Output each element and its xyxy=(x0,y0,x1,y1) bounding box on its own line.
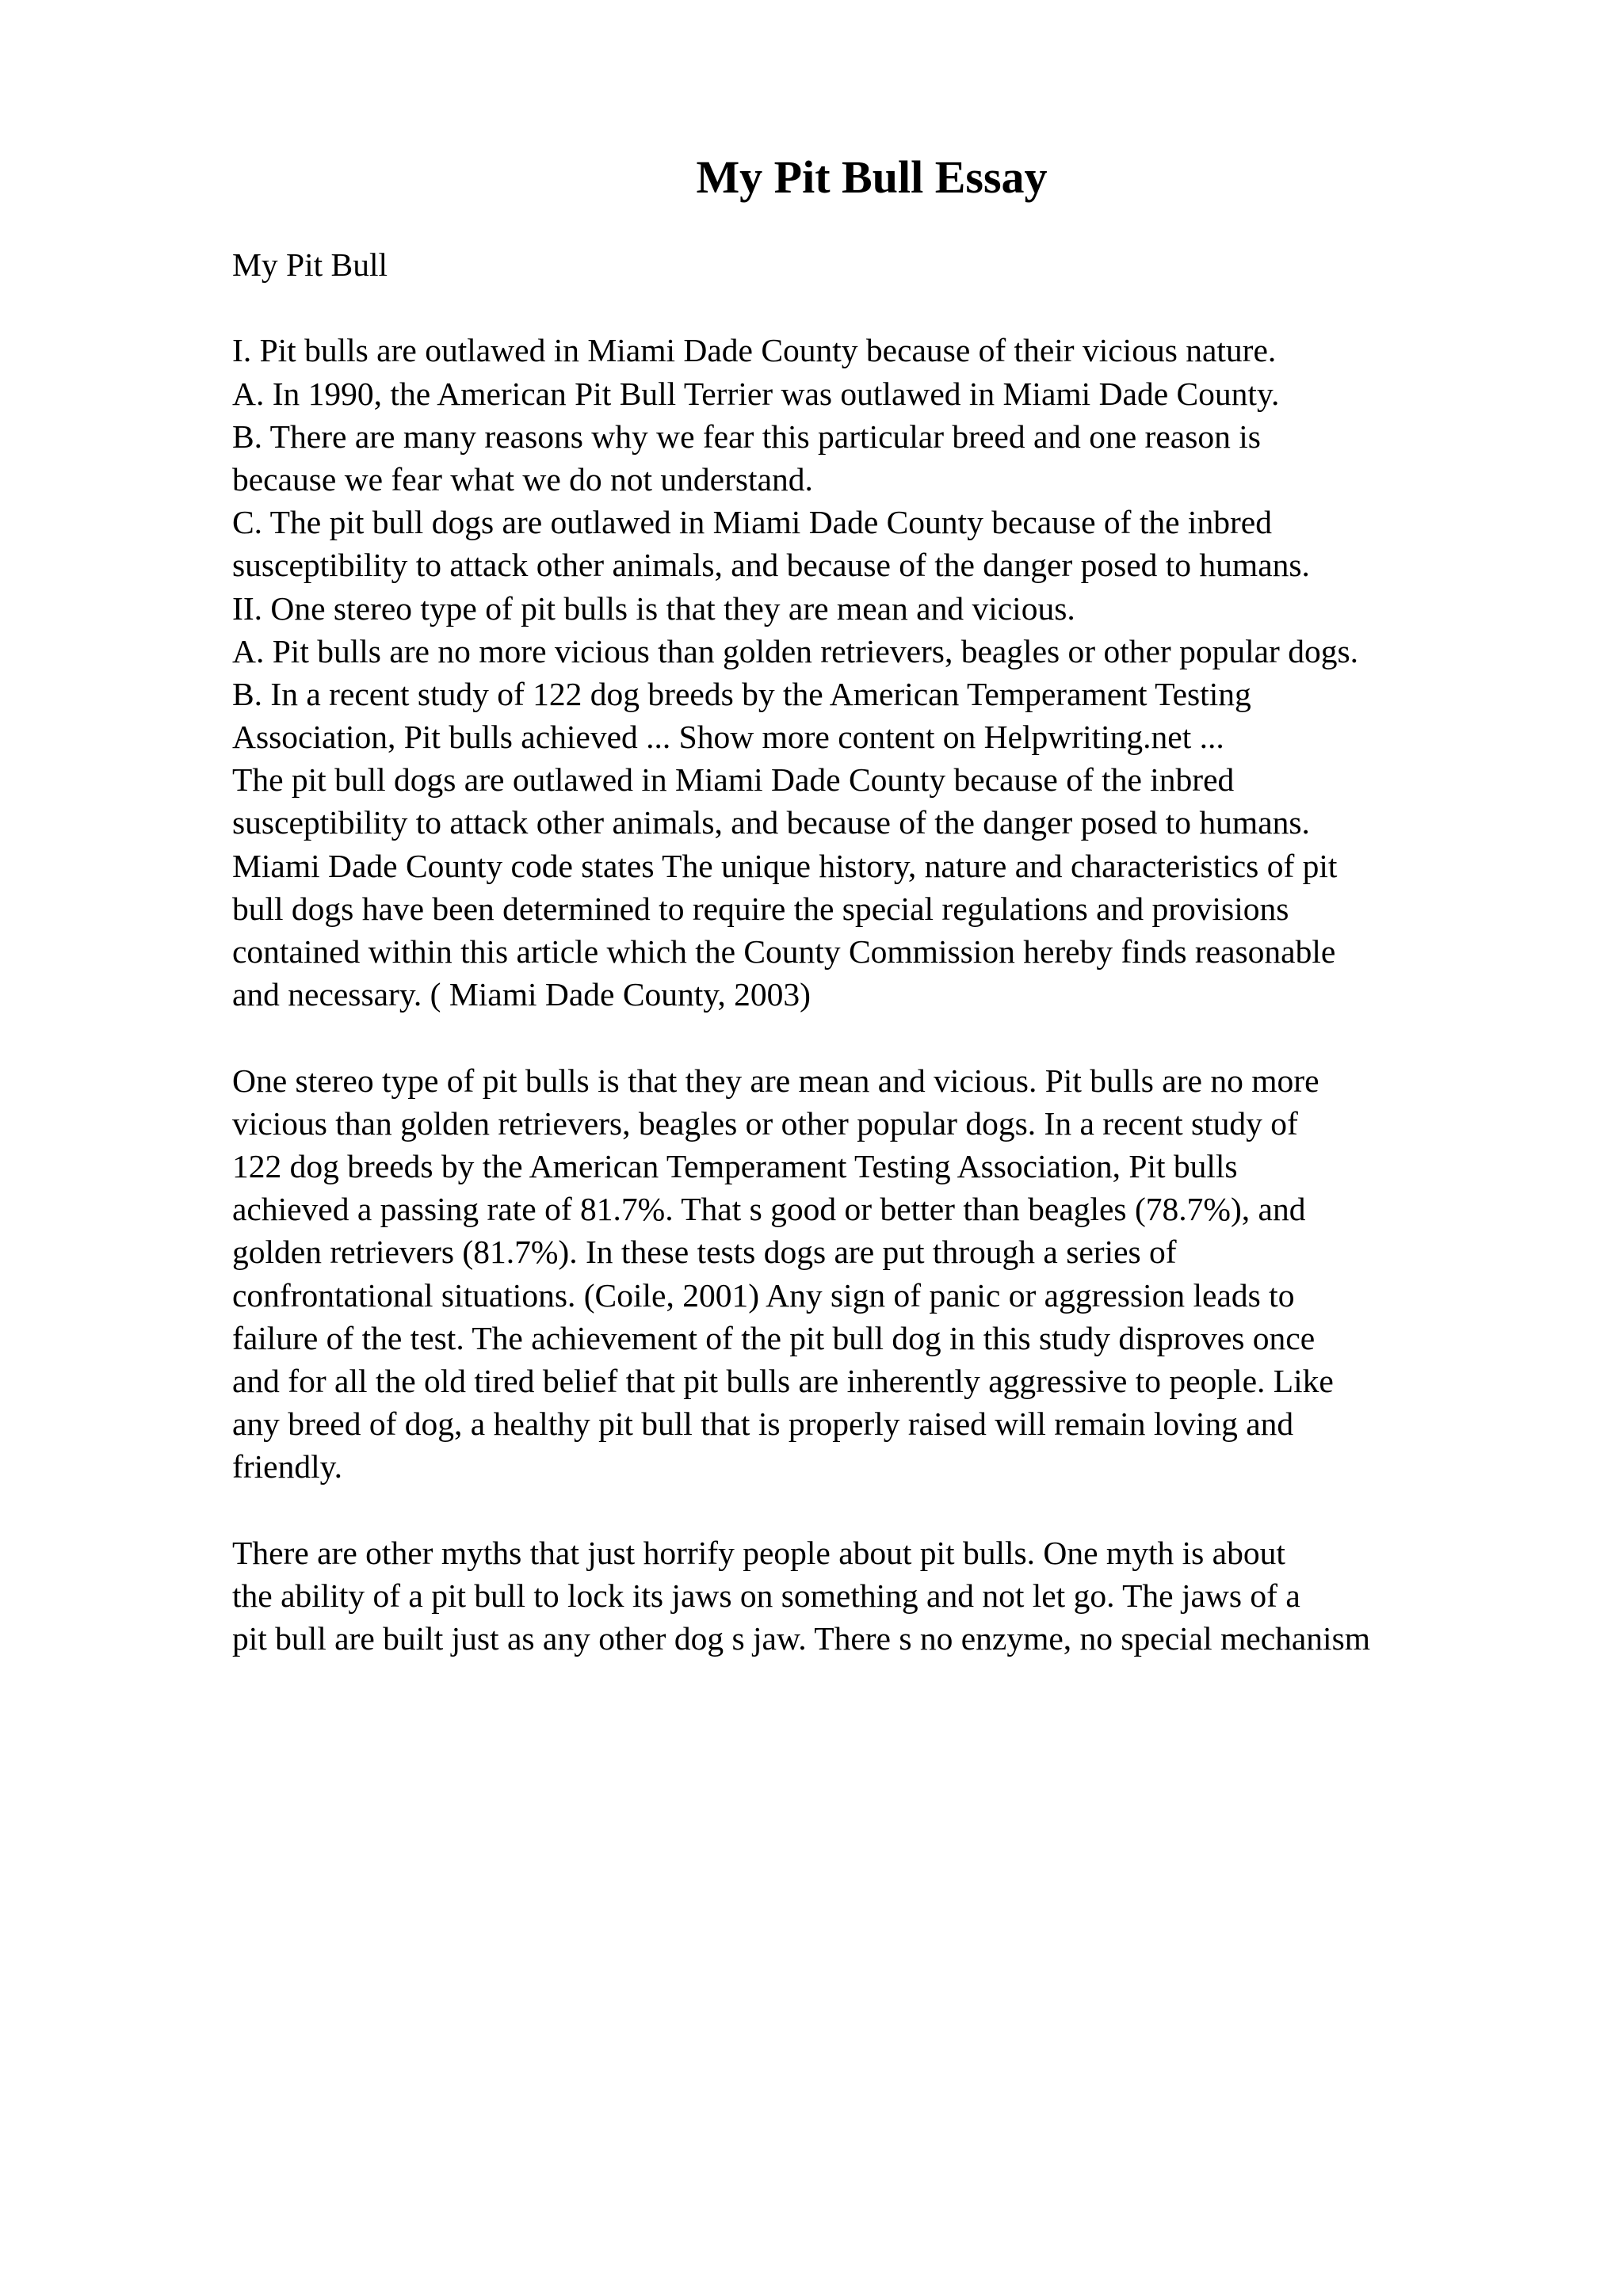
text-line: because we fear what we do not understand. xyxy=(232,460,813,498)
text-line: susceptibility to attack other animals, and because of the danger posed to humans. xyxy=(232,547,1310,584)
text-line: friendly. xyxy=(232,1448,343,1486)
text-line: bull dogs have been determined to require the special regulations and provisions xyxy=(232,890,1289,927)
text-line: and for all the old tired belief that pit bulls are inherently aggressive to people. Like xyxy=(232,1362,1334,1399)
paragraph-3 xyxy=(232,1531,1619,1661)
text-line: susceptibility to attack other animals, and because of the danger posed to humans. xyxy=(232,804,1310,841)
text-line: I. Pit bulls are outlawed in Miami Dade County because of their vicious nature. xyxy=(232,332,1277,369)
outline-block xyxy=(232,329,1619,1016)
paragraph-gap xyxy=(232,1016,1619,1058)
paragraph-gap xyxy=(232,286,1619,329)
text-line: B. There are many reasons why we fear this particular breed and one reason is xyxy=(232,418,1261,455)
text-line: A. In 1990, the American Pit Bull Terrier was outlawed in Miami Dade County. xyxy=(232,375,1280,412)
text-line: 122 dog breeds by the American Temperament Testing Association, Pit bulls xyxy=(232,1147,1238,1184)
text-line: pit bull are built just as any other dog s jaw. There s no enzyme, no special mechanism xyxy=(232,1620,1371,1657)
text-line: One stereo type of pit bulls is that they are mean and vicious. Pit bulls are no more xyxy=(232,1062,1319,1099)
text-line: There are other myths that just horrify people about pit bulls. One myth is about xyxy=(232,1534,1285,1571)
text-line: failure of the test. The achievement of the pit bull dog in this study disproves once xyxy=(232,1319,1316,1356)
text-line: contained within this article which the County Commission hereby finds reasonable xyxy=(232,933,1336,970)
text-line: C. The pit bull dogs are outlawed in Miami Dade County because of the inbred xyxy=(232,504,1272,541)
text-line: Miami Dade County code states The unique history, nature and characteristics of pit xyxy=(232,847,1338,884)
text-line: achieved a passing rate of 81.7%. That s good or better than beagles (78.7%), and xyxy=(232,1191,1306,1228)
text-line: Association, Pit bulls achieved ... Show more content on Helpwriting.net ... xyxy=(232,719,1224,756)
text-line: any breed of dog, a healthy pit bull that is properly raised will remain loving and xyxy=(232,1405,1294,1443)
text-line: and necessary. ( Miami Dade County, 2003) xyxy=(232,976,811,1013)
text-line: confrontational situations. (Coile, 2001) Any sign of panic or aggression leads to xyxy=(232,1276,1295,1314)
page-title: My Pit Bull Essay xyxy=(696,151,1048,203)
text-line: A. Pit bulls are no more vicious than golden retrievers, beagles or other popular dogs. xyxy=(232,632,1359,669)
text-line: B. In a recent study of 122 dog breeds by the American Temperament Testing xyxy=(232,675,1251,712)
paragraph-2 xyxy=(232,1059,1619,1489)
essay-body xyxy=(232,243,1619,1660)
text-line: II. One stereo type of pit bulls is that they are mean and vicious. xyxy=(232,589,1075,627)
text-line: The pit bull dogs are outlawed in Miami Dade County because of the inbred xyxy=(232,761,1235,799)
text-line: the ability of a pit bull to lock its jaws on something and not let go. The jaws of a xyxy=(232,1577,1300,1614)
paragraph-gap xyxy=(232,1488,1619,1531)
text-line: golden retrievers (81.7%). In these tests dogs are put through a series of xyxy=(232,1234,1177,1271)
essay-subtitle: My Pit Bull xyxy=(232,246,388,283)
text-line: vicious than golden retrievers, beagles or other popular dogs. In a recent study of xyxy=(232,1104,1298,1142)
